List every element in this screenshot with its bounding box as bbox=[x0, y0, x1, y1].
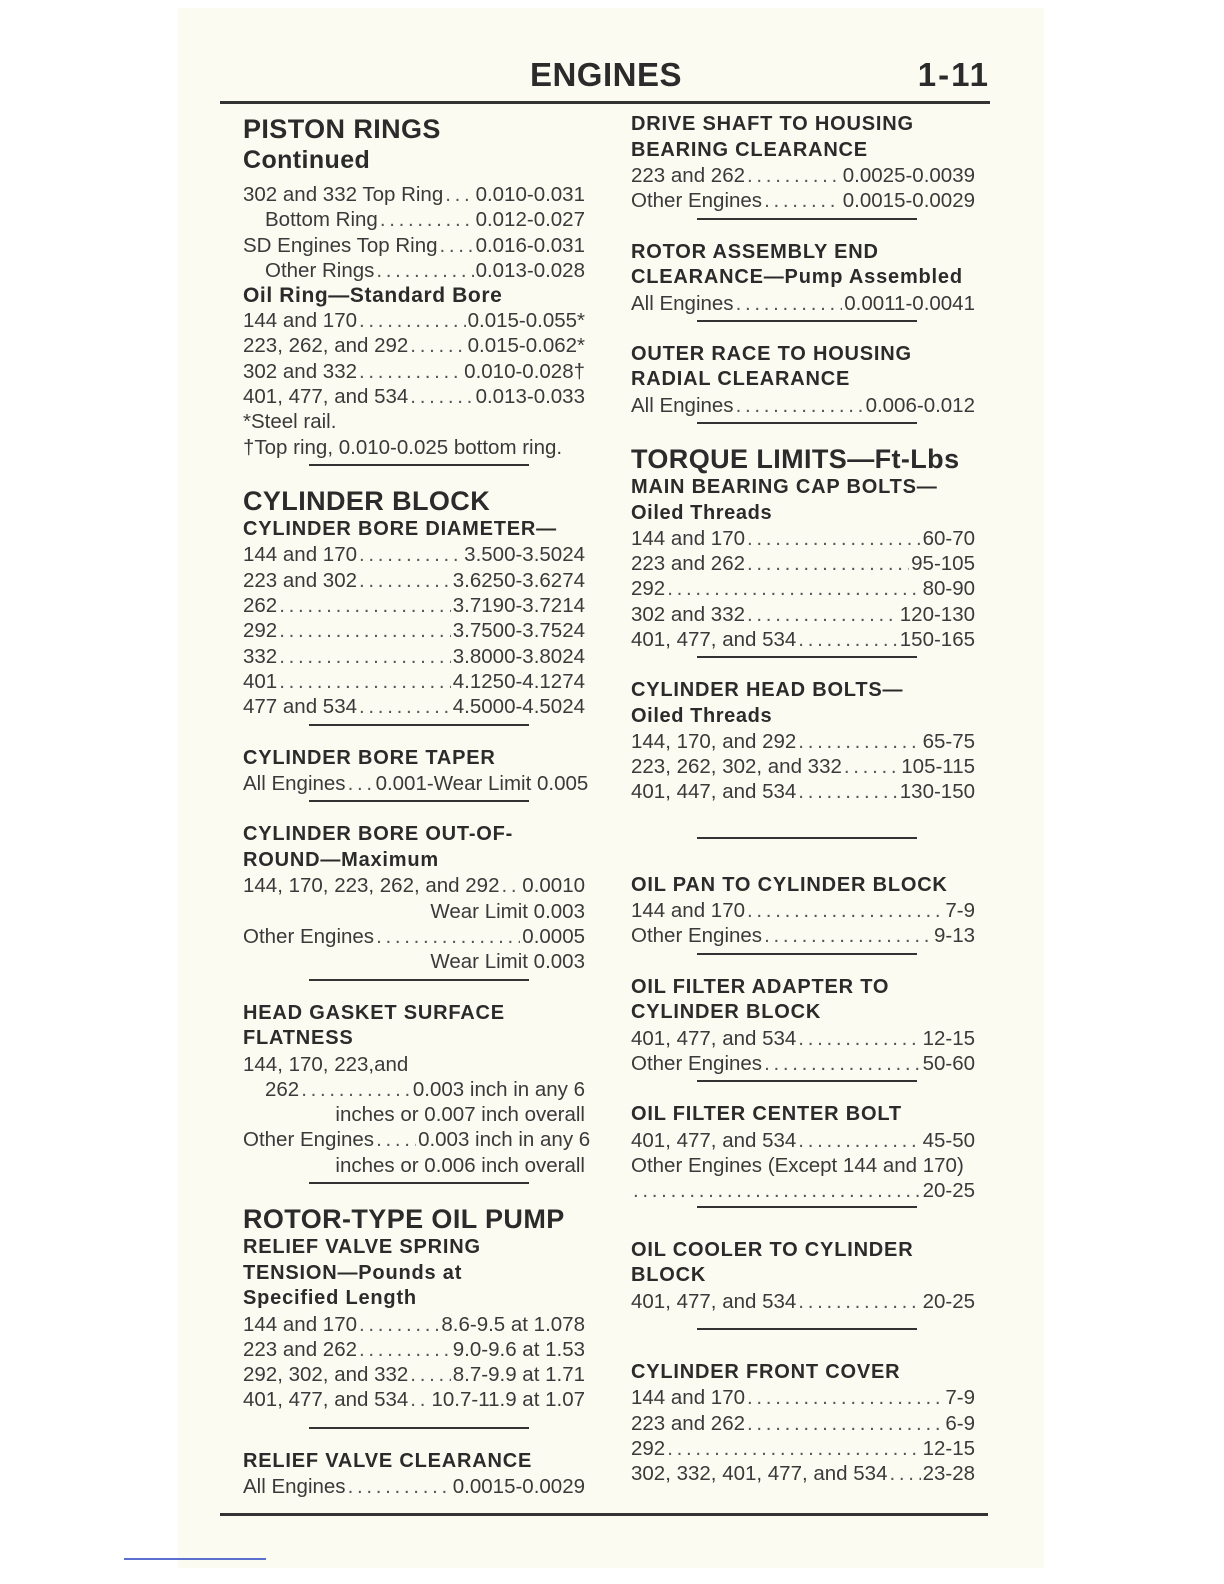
row-label: 401, 447, and 534 bbox=[631, 780, 797, 804]
leader-dots bbox=[348, 771, 374, 796]
main-bearing-heading-2: Oiled Threads bbox=[631, 501, 773, 524]
filter-adapter-heading-1: OIL FILTER ADAPTER TO bbox=[631, 975, 890, 998]
row-value: 0.006-0.012 bbox=[865, 393, 975, 417]
leader-dots bbox=[410, 1387, 429, 1412]
right-column bbox=[631, 112, 975, 1487]
spec-row bbox=[631, 163, 975, 188]
row-label: 292 bbox=[631, 1437, 666, 1461]
spec-row bbox=[631, 729, 975, 754]
row-label: 401, 477, and 534 bbox=[243, 1388, 409, 1412]
spec-row bbox=[243, 308, 585, 333]
leader-dots bbox=[359, 568, 451, 593]
row-value: 0.013-0.028 bbox=[475, 258, 585, 282]
gasket-continuation: inches or 0.006 inch overall bbox=[335, 1153, 585, 1177]
rotor-end-heading-2: CLEARANCE—Pump Assembled bbox=[631, 266, 963, 289]
row-value: 20-25 bbox=[922, 1289, 975, 1313]
spec-row bbox=[243, 669, 585, 694]
leader-dots bbox=[359, 542, 462, 567]
spec-row bbox=[631, 923, 975, 948]
row-label: 262 bbox=[243, 594, 278, 618]
row-value: 3.7500-3.7524 bbox=[452, 619, 585, 643]
row-value: 0.003 inch in any 6 bbox=[412, 1077, 585, 1101]
note-top-ring: †Top ring, 0.010-0.025 bottom ring. bbox=[243, 435, 563, 459]
row-value: 0.012-0.027 bbox=[475, 208, 585, 232]
row-label: 292, 302, and 332 bbox=[243, 1363, 409, 1387]
row-value: 9-13 bbox=[933, 924, 975, 948]
row-label: All Engines bbox=[631, 291, 734, 315]
row-label: 144, 170, and 292 bbox=[631, 729, 797, 753]
oil-pan-rows bbox=[631, 898, 975, 949]
spec-row bbox=[243, 618, 585, 643]
row-label: 223, 262, 302, and 332 bbox=[631, 754, 842, 778]
note-steel-rail: *Steel rail. bbox=[243, 410, 337, 434]
leader-dots bbox=[667, 576, 920, 601]
spec-row bbox=[631, 898, 975, 923]
relief-clearance-row bbox=[243, 1474, 585, 1499]
leader-dots bbox=[359, 1337, 451, 1362]
row-label: All Engines bbox=[243, 772, 346, 796]
spec-row bbox=[243, 593, 585, 618]
front-cover-heading: CYLINDER FRONT COVER bbox=[631, 1360, 901, 1383]
gasket-heading-2: FLATNESS bbox=[243, 1027, 354, 1050]
leader-dots bbox=[359, 1312, 439, 1337]
spec-row bbox=[243, 359, 585, 384]
row-value: 3.500-3.5024 bbox=[464, 543, 585, 567]
row-value: 0.0010 bbox=[522, 874, 585, 898]
row-value: 105-115 bbox=[901, 754, 975, 778]
oil-cooler-row bbox=[631, 1289, 975, 1314]
leader-dots bbox=[798, 779, 897, 804]
section-title-torque-limits: TORQUE LIMITS—Ft-Lbs bbox=[631, 444, 960, 475]
row-value: 7-9 bbox=[945, 899, 975, 923]
spec-row bbox=[631, 188, 975, 213]
outer-race-row bbox=[631, 393, 975, 418]
row-value: 8.7-9.9 at 1.71 bbox=[452, 1363, 585, 1387]
spec-row bbox=[243, 333, 585, 358]
leader-dots bbox=[747, 163, 841, 188]
drive-shaft-heading-2: BEARING CLEARANCE bbox=[631, 138, 868, 161]
row-label: 144 and 170 bbox=[631, 1386, 746, 1410]
leader-dots bbox=[798, 627, 897, 652]
leader-dots bbox=[501, 873, 520, 898]
bore-taper-heading: CYLINDER BORE TAPER bbox=[243, 746, 496, 769]
row-value: 65-75 bbox=[922, 729, 975, 753]
drive-shaft-heading-1: DRIVE SHAFT TO HOUSING bbox=[631, 113, 914, 135]
row-value: 3.6250-3.6274 bbox=[452, 568, 585, 592]
row-value: 12-15 bbox=[922, 1026, 975, 1050]
leader-dots bbox=[764, 188, 841, 213]
row-label: Other Engines bbox=[243, 1128, 375, 1152]
row-value: 120-130 bbox=[899, 602, 975, 626]
leader-dots bbox=[798, 729, 920, 754]
spec-row bbox=[631, 1461, 975, 1486]
row-value: 0.0015-0.0029 bbox=[842, 189, 975, 213]
spec-row bbox=[631, 779, 975, 804]
drive-shaft-rows bbox=[631, 163, 975, 214]
spring-rows bbox=[243, 1312, 585, 1413]
row-label: 223 and 262 bbox=[631, 164, 746, 187]
row-label: 223 and 262 bbox=[631, 1411, 746, 1435]
row-label: 223 and 262 bbox=[243, 1337, 358, 1361]
spec-row bbox=[631, 576, 975, 601]
row-value: 12-15 bbox=[922, 1437, 975, 1461]
spec-row bbox=[631, 754, 975, 779]
bore-taper-row bbox=[243, 771, 589, 796]
leader-dots bbox=[376, 258, 473, 283]
leader-dots bbox=[279, 669, 451, 694]
relief-clearance-heading: RELIEF VALVE CLEARANCE bbox=[243, 1449, 533, 1472]
leader-dots bbox=[747, 1385, 943, 1410]
section-title-oil-pump: ROTOR-TYPE OIL PUMP bbox=[243, 1204, 565, 1235]
leader-dots bbox=[279, 593, 451, 618]
row-value: 130-150 bbox=[899, 780, 975, 804]
row-value: 0.0025-0.0039 bbox=[842, 164, 975, 187]
row-value: 23-28 bbox=[922, 1462, 975, 1486]
gasket-engines-line: 144, 170, 223,and bbox=[243, 1052, 409, 1076]
leader-dots bbox=[747, 1411, 943, 1436]
out-of-round-heading-1: CYLINDER BORE OUT-OF- bbox=[243, 823, 514, 846]
row-value: 20-25 bbox=[922, 1179, 975, 1203]
row-label: All Engines bbox=[631, 393, 734, 417]
section-subtitle-continued: Continued bbox=[243, 146, 371, 174]
row-label: Other Engines bbox=[631, 189, 763, 213]
filter-bolt-row bbox=[631, 1128, 975, 1153]
row-label: 332 bbox=[243, 644, 278, 668]
spring-heading-1: RELIEF VALVE SPRING bbox=[243, 1236, 481, 1259]
row-value: 0.013-0.033 bbox=[475, 385, 585, 409]
leader-dots bbox=[844, 754, 899, 779]
spec-row bbox=[243, 384, 585, 409]
section-title-piston-rings: PISTON RINGS bbox=[243, 114, 441, 144]
header-rule bbox=[220, 101, 990, 104]
outer-race-heading-2: RADIAL CLEARANCE bbox=[631, 368, 851, 391]
row-label: 144 and 170 bbox=[631, 899, 746, 923]
row-label: 292 bbox=[631, 577, 666, 601]
spec-row bbox=[631, 551, 975, 576]
row-value: 7-9 bbox=[945, 1386, 975, 1410]
head-bolts-heading-2: Oiled Threads bbox=[631, 704, 773, 727]
spec-row bbox=[243, 1387, 585, 1412]
row-value: 10.7-11.9 at 1.07 bbox=[431, 1388, 585, 1412]
leader-dots bbox=[376, 1127, 416, 1152]
leader-dots bbox=[410, 1362, 450, 1387]
outer-race-heading-1: OUTER RACE TO HOUSING bbox=[631, 342, 912, 365]
spec-row bbox=[631, 1026, 975, 1051]
row-label: 144 and 170 bbox=[243, 309, 358, 333]
spec-row bbox=[243, 542, 585, 567]
row-value: 45-50 bbox=[922, 1128, 975, 1152]
row-value: 0.010-0.031 bbox=[475, 183, 585, 206]
row-value: 0.015-0.055* bbox=[467, 309, 585, 333]
row-label: 144 and 170 bbox=[243, 543, 358, 567]
leader-dots bbox=[798, 1128, 920, 1153]
spec-row bbox=[243, 1362, 585, 1387]
row-value: 0.015-0.062* bbox=[467, 334, 585, 358]
left-column bbox=[243, 112, 591, 1500]
blue-underline-mark bbox=[124, 1558, 266, 1560]
out-of-round-heading-2: ROUND—Maximum bbox=[243, 848, 439, 871]
row-value: 80-90 bbox=[922, 577, 975, 601]
main-bearing-rows bbox=[631, 526, 975, 652]
page-number: 1-11 bbox=[917, 56, 990, 93]
leader-dots bbox=[633, 1178, 921, 1203]
gasket-row bbox=[243, 1127, 591, 1152]
row-label: Other Engines bbox=[631, 924, 763, 948]
row-value: 4.5000-4.5024 bbox=[452, 695, 585, 719]
gasket-continuation: inches or 0.007 inch overall bbox=[335, 1103, 585, 1127]
row-value: 6-9 bbox=[945, 1411, 975, 1435]
spec-row bbox=[243, 568, 585, 593]
leader-dots bbox=[376, 924, 520, 949]
head-bolts-heading-1: CYLINDER HEAD BOLTS— bbox=[631, 679, 904, 702]
leader-dots bbox=[764, 923, 932, 948]
row-value: 4.1250-4.1274 bbox=[452, 669, 585, 693]
leader-dots bbox=[359, 359, 462, 384]
filter-bolt-other-line: Other Engines (Except 144 and 170) bbox=[631, 1154, 964, 1178]
row-label: Other Engines bbox=[631, 1051, 763, 1075]
row-label: 302 and 332 bbox=[243, 359, 358, 383]
rotor-end-row bbox=[631, 291, 975, 316]
leader-dots bbox=[764, 1051, 921, 1076]
row-value: 8.6-9.5 at 1.078 bbox=[441, 1312, 585, 1336]
oil-cooler-heading-1: OIL COOLER TO CYLINDER bbox=[631, 1238, 914, 1261]
spec-row bbox=[243, 233, 585, 258]
rotor-end-heading-1: ROTOR ASSEMBLY END bbox=[631, 240, 879, 263]
spec-row bbox=[243, 182, 585, 207]
spec-row bbox=[243, 258, 585, 283]
leader-dots bbox=[798, 1289, 920, 1314]
spring-heading-3: Specified Length bbox=[243, 1287, 417, 1310]
leader-dots bbox=[279, 618, 451, 643]
row-value: 0.0015-0.0029 bbox=[452, 1475, 585, 1499]
leader-dots bbox=[747, 602, 898, 627]
row-label: 302, 332, 401, 477, and 534 bbox=[631, 1462, 888, 1486]
leader-dots bbox=[440, 233, 474, 258]
row-value: 3.8000-3.8024 bbox=[452, 644, 585, 668]
row-label: 223, 262, and 292 bbox=[243, 334, 409, 358]
leader-dots bbox=[736, 393, 864, 418]
filter-adapter-heading-2: CYLINDER BLOCK bbox=[631, 1001, 822, 1024]
row-value: 0.003 inch in any 6 bbox=[418, 1128, 591, 1152]
leader-dots bbox=[348, 1474, 451, 1499]
section-title-cylinder-block: CYLINDER BLOCK bbox=[243, 485, 491, 516]
oil-pan-heading: OIL PAN TO CYLINDER BLOCK bbox=[631, 873, 948, 896]
oil-ring-heading: Oil Ring—Standard Bore bbox=[243, 284, 503, 308]
oil-cooler-heading-2: BLOCK bbox=[631, 1264, 707, 1287]
wear-limit-text: Wear Limit 0.003 bbox=[430, 950, 585, 974]
spec-row bbox=[631, 1385, 975, 1410]
head-bolt-rows bbox=[631, 729, 975, 805]
spec-row bbox=[243, 1312, 585, 1337]
row-label: 302 and 332 bbox=[631, 602, 746, 626]
row-label: 262 bbox=[265, 1077, 300, 1101]
row-value: 0.016-0.031 bbox=[475, 233, 585, 257]
row-label: 223 and 262 bbox=[631, 551, 746, 575]
leader-dots bbox=[798, 1026, 920, 1051]
row-label: 401 bbox=[243, 669, 278, 693]
row-label: 302 and 332 Top Ring bbox=[243, 183, 444, 206]
spec-row bbox=[631, 1411, 975, 1436]
row-label: SD Engines Top Ring bbox=[243, 233, 438, 257]
spring-heading-2: TENSION—Pounds at bbox=[243, 1261, 463, 1284]
out-of-round-row bbox=[243, 873, 585, 898]
footer-rule bbox=[220, 1513, 988, 1516]
leader-dots bbox=[301, 1077, 411, 1102]
row-label: 401, 477, and 534 bbox=[243, 385, 409, 409]
spec-row bbox=[631, 1051, 975, 1076]
leader-dots bbox=[279, 644, 451, 669]
row-label: 477 and 534 bbox=[243, 695, 358, 719]
piston-ring-rows bbox=[243, 182, 585, 283]
gasket-heading-1: HEAD GASKET SURFACE bbox=[243, 1001, 505, 1024]
leader-dots bbox=[747, 551, 909, 576]
row-value: 0.010-0.028† bbox=[464, 359, 585, 383]
spec-row bbox=[631, 602, 975, 627]
row-label: 292 bbox=[243, 619, 278, 643]
row-label: All Engines bbox=[243, 1475, 346, 1499]
bore-diameter-rows bbox=[243, 542, 585, 719]
front-cover-rows bbox=[631, 1385, 975, 1486]
filter-bolt-heading: OIL FILTER CENTER BOLT bbox=[631, 1103, 902, 1126]
main-bearing-heading-1: MAIN BEARING CAP BOLTS— bbox=[631, 476, 938, 499]
page-title: ENGINES bbox=[529, 56, 683, 93]
leader-dots bbox=[667, 1436, 920, 1461]
leader-dots bbox=[359, 694, 451, 719]
spec-row bbox=[243, 1337, 585, 1362]
row-label: Bottom Ring bbox=[265, 208, 378, 232]
spec-row bbox=[631, 627, 975, 652]
row-label: Other Engines bbox=[243, 924, 375, 948]
row-label: 144 and 170 bbox=[243, 1312, 358, 1336]
row-value: 3.7190-3.7214 bbox=[452, 594, 585, 618]
leader-dots bbox=[410, 384, 473, 409]
row-label: Other Rings bbox=[265, 258, 375, 282]
leader-dots bbox=[747, 898, 943, 923]
row-value: 95-105 bbox=[911, 551, 975, 575]
spec-row bbox=[243, 694, 585, 719]
spec-row bbox=[243, 644, 585, 669]
leader-dots bbox=[410, 333, 465, 358]
filter-adapter-rows bbox=[631, 1026, 975, 1077]
row-label: 401, 477, and 534 bbox=[631, 1128, 797, 1152]
row-label: 401, 477, and 534 bbox=[631, 627, 797, 651]
leader-dots bbox=[747, 526, 921, 551]
leader-dots bbox=[889, 1461, 920, 1486]
spec-row bbox=[631, 526, 975, 551]
page-header bbox=[222, 56, 990, 102]
row-value: 150-165 bbox=[899, 627, 975, 651]
leader-dots bbox=[359, 308, 466, 333]
leader-dots bbox=[445, 182, 473, 207]
gasket-row bbox=[243, 1077, 585, 1102]
out-of-round-row bbox=[243, 924, 585, 949]
row-label: 223 and 302 bbox=[243, 568, 358, 592]
oil-ring-rows bbox=[243, 308, 585, 409]
row-label: 401, 477, and 534 bbox=[631, 1289, 797, 1313]
wear-limit-text: Wear Limit 0.003 bbox=[430, 899, 585, 923]
row-value: 0.0011-0.0041 bbox=[844, 291, 975, 315]
row-value: 0.0005 bbox=[522, 924, 585, 948]
row-value: 60-70 bbox=[922, 526, 975, 550]
spec-row bbox=[243, 207, 585, 232]
row-value: 0.001-Wear Limit 0.005 bbox=[375, 772, 589, 796]
row-label: 144, 170, 223, 262, and 292 bbox=[243, 874, 500, 898]
leader-dots bbox=[736, 291, 843, 316]
row-value: 9.0-9.6 at 1.53 bbox=[452, 1337, 585, 1361]
filter-bolt-other-row bbox=[631, 1178, 975, 1203]
row-value: 50-60 bbox=[922, 1051, 975, 1075]
spec-row bbox=[631, 1436, 975, 1461]
row-label: 401, 477, and 534 bbox=[631, 1026, 797, 1050]
bore-diameter-heading: CYLINDER BORE DIAMETER— bbox=[243, 517, 557, 540]
leader-dots bbox=[380, 207, 474, 232]
row-label: 144 and 170 bbox=[631, 526, 746, 550]
